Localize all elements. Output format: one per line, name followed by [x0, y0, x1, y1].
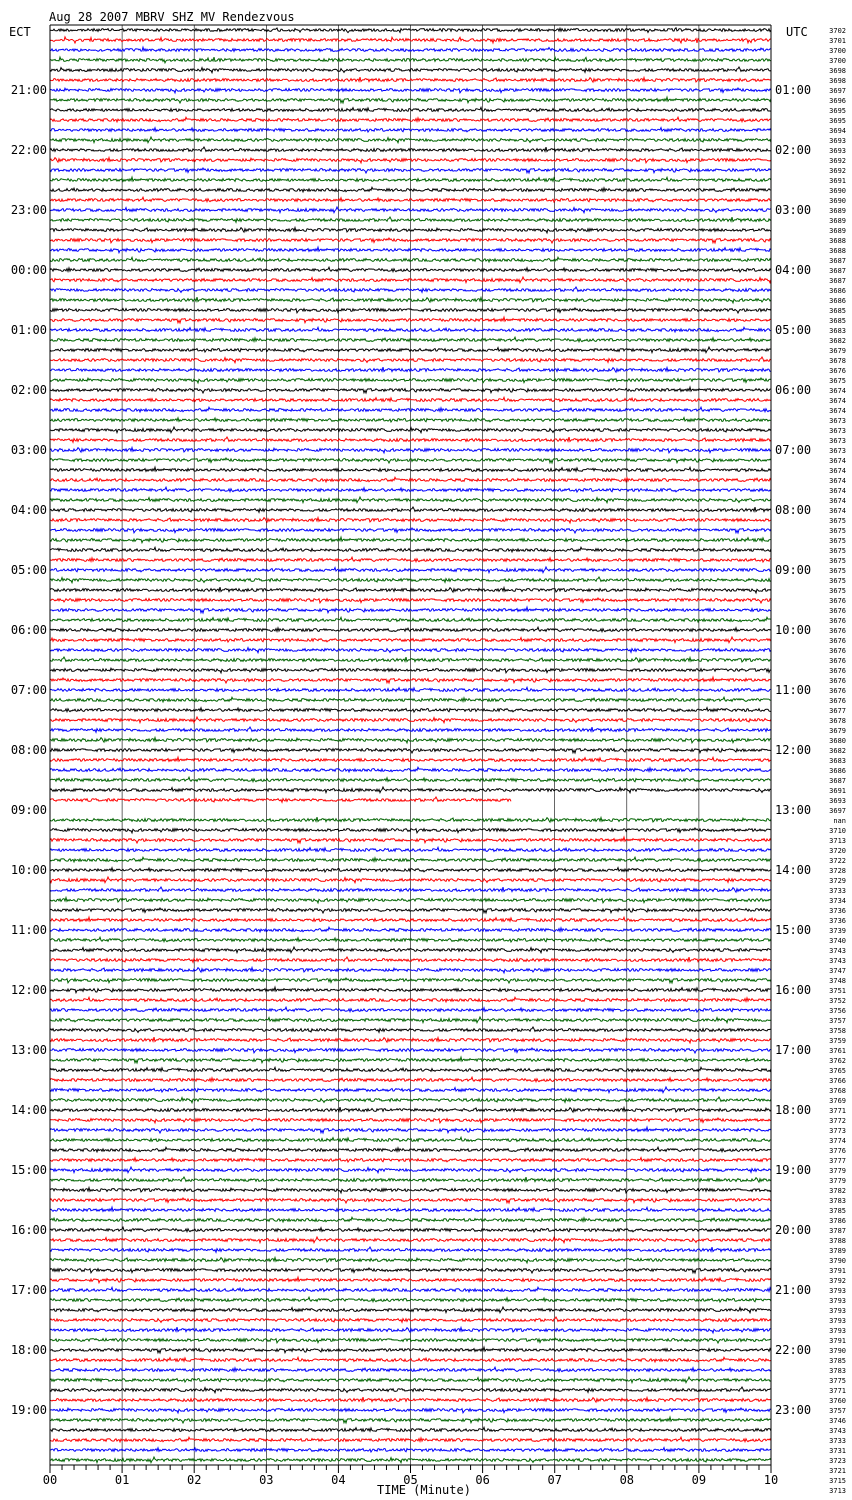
right-time-label: 02:00 [775, 143, 812, 157]
row-value-label: 3675 [829, 537, 846, 545]
row-value-label: 3674 [829, 407, 846, 415]
x-tick-label: 04 [331, 1473, 346, 1487]
row-value-label: 3757 [829, 1017, 846, 1025]
right-time-label: 23:00 [775, 1403, 812, 1417]
x-tick-label: 01 [114, 1473, 130, 1487]
x-tick-label: 03 [259, 1473, 274, 1487]
row-value-label: 3793 [829, 1327, 846, 1335]
row-value-label: 3782 [829, 1187, 846, 1195]
row-value-label: 3690 [829, 187, 846, 195]
row-value-label: 3728 [829, 867, 846, 875]
row-value-label: 3682 [829, 747, 846, 755]
left-time-label: 03:00 [10, 443, 47, 457]
right-axis-title: UTC [786, 25, 808, 39]
x-tick-label: 09 [691, 1473, 707, 1487]
row-value-label: 3686 [829, 287, 846, 295]
row-value-label: 3697 [829, 87, 846, 95]
right-time-label: 17:00 [775, 1043, 812, 1057]
row-value-label: 3680 [829, 737, 846, 745]
row-value-label: 3687 [829, 277, 846, 285]
row-value-label: 3698 [829, 77, 846, 85]
row-value-label: 3676 [829, 667, 846, 675]
left-time-label: 18:00 [10, 1343, 47, 1357]
left-time-label: 10:00 [10, 863, 47, 877]
row-value-label: 3683 [829, 757, 846, 765]
row-value-label: 3675 [829, 527, 846, 535]
left-time-label: 17:00 [10, 1283, 47, 1297]
row-value-label: 3751 [829, 987, 846, 995]
row-value-label: 3792 [829, 1277, 846, 1285]
row-value-label: 3787 [829, 1227, 846, 1235]
x-tick-label: 00 [42, 1473, 58, 1487]
right-time-label: 13:00 [775, 803, 812, 817]
row-value-labels [829, 27, 846, 1495]
row-value-label: 3723 [829, 1457, 846, 1465]
row-value-label: 3695 [829, 107, 846, 115]
row-value-label: 3675 [829, 567, 846, 575]
row-value-label: 3692 [829, 157, 846, 165]
right-time-label: 04:00 [775, 263, 812, 277]
row-value-label: 3760 [829, 1397, 846, 1405]
row-value-label: 3693 [829, 147, 846, 155]
left-time-label: 15:00 [10, 1163, 47, 1177]
x-tick-label: 02 [186, 1473, 202, 1487]
left-time-label: 04:00 [10, 503, 47, 517]
right-time-label: 21:00 [775, 1283, 812, 1297]
left-time-label: 01:00 [10, 323, 47, 337]
row-value-label: 3736 [829, 907, 846, 915]
row-value-label: 3775 [829, 1377, 846, 1385]
row-value-label: 3682 [829, 337, 846, 345]
row-value-label: 3765 [829, 1067, 846, 1075]
row-value-label: 3762 [829, 1057, 846, 1065]
row-value-label: 3696 [829, 97, 846, 105]
row-value-label: 3686 [829, 297, 846, 305]
right-time-label: 10:00 [775, 623, 812, 637]
x-tick-label: 05 [403, 1473, 418, 1487]
x-tick-label: 06 [475, 1473, 490, 1487]
row-value-label: 3689 [829, 217, 846, 225]
row-value-label: 3676 [829, 677, 846, 685]
row-value-label: 3772 [829, 1117, 846, 1125]
left-time-label: 02:00 [10, 383, 47, 397]
x-tick-label: 08 [619, 1473, 635, 1487]
row-value-label: 3793 [829, 1317, 846, 1325]
row-value-label: 3769 [829, 1097, 846, 1105]
row-value-label: 3783 [829, 1197, 846, 1205]
left-time-label: 05:00 [10, 563, 47, 577]
row-value-label: 3676 [829, 657, 846, 665]
right-time-label: 22:00 [775, 1343, 812, 1357]
row-value-label: 3690 [829, 197, 846, 205]
row-value-label: 3739 [829, 927, 846, 935]
row-value-label: 3685 [829, 317, 846, 325]
row-value-label: 3673 [829, 417, 846, 425]
left-time-label: 21:00 [10, 83, 47, 97]
row-value-label: 3697 [829, 807, 846, 815]
chart-title: Aug 28 2007 MBRV SHZ MV Rendezvous [49, 10, 295, 24]
row-value-label: 3786 [829, 1217, 846, 1225]
row-value-label: 3785 [829, 1357, 846, 1365]
left-time-label: 00:00 [10, 263, 47, 277]
row-value-label: 3687 [829, 257, 846, 265]
row-value-label: 3766 [829, 1077, 846, 1085]
row-value-label: 3721 [829, 1467, 846, 1475]
right-time-label: 14:00 [775, 863, 812, 877]
row-value-label: 3731 [829, 1447, 846, 1455]
row-value-label: 3793 [829, 1307, 846, 1315]
row-value-label: 3686 [829, 767, 846, 775]
row-value-label: 3689 [829, 207, 846, 215]
row-value-label: 3673 [829, 437, 846, 445]
row-value-label: 3785 [829, 1207, 846, 1215]
row-value-label: 3715 [829, 1477, 846, 1485]
row-value-label: 3695 [829, 117, 846, 125]
row-value-label: 3674 [829, 477, 846, 485]
right-time-label: 08:00 [775, 503, 812, 517]
row-value-label: 3752 [829, 997, 846, 1005]
row-value-label: 3743 [829, 957, 846, 965]
row-value-label: 3773 [829, 1127, 846, 1135]
row-value-label: 3729 [829, 877, 846, 885]
row-value-label: 3790 [829, 1257, 846, 1265]
row-value-label: 3783 [829, 1367, 846, 1375]
x-tick-label: 10 [763, 1473, 779, 1487]
row-value-label: 3674 [829, 507, 846, 515]
row-value-label: 3678 [829, 717, 846, 725]
row-value-label: 3679 [829, 727, 846, 735]
row-value-label: 3674 [829, 457, 846, 465]
row-value-label: 3675 [829, 577, 846, 585]
row-value-label: 3756 [829, 1007, 846, 1015]
row-value-label: 3675 [829, 547, 846, 555]
row-value-label: 3759 [829, 1037, 846, 1045]
row-value-label: 3675 [829, 517, 846, 525]
right-time-label: 06:00 [775, 383, 812, 397]
row-value-label: 3674 [829, 467, 846, 475]
left-axis-title: ECT [9, 25, 31, 39]
left-time-label: 13:00 [10, 1043, 47, 1057]
right-time-label: 11:00 [775, 683, 812, 697]
row-value-label: 3674 [829, 497, 846, 505]
row-value-label: 3675 [829, 587, 846, 595]
right-time-label: 03:00 [775, 203, 812, 217]
row-value-label: 3676 [829, 597, 846, 605]
row-value-label: 3692 [829, 167, 846, 175]
row-value-label: 3777 [829, 1157, 846, 1165]
row-value-label: 3674 [829, 397, 846, 405]
left-time-label: 07:00 [10, 683, 47, 697]
row-value-label: 3694 [829, 127, 846, 135]
row-value-label: 3733 [829, 1437, 846, 1445]
row-value-label: 3776 [829, 1147, 846, 1155]
row-value-label: 3793 [829, 1297, 846, 1305]
row-value-label: 3675 [829, 377, 846, 385]
left-time-label: 06:00 [10, 623, 47, 637]
row-value-label: 3689 [829, 227, 846, 235]
row-value-label: 3710 [829, 827, 846, 835]
left-time-label: 16:00 [10, 1223, 47, 1237]
right-time-label: 18:00 [775, 1103, 812, 1117]
row-value-label: 3743 [829, 947, 846, 955]
row-value-label: 3720 [829, 847, 846, 855]
right-time-label: 16:00 [775, 983, 812, 997]
left-time-label: 12:00 [10, 983, 47, 997]
row-value-label: 3733 [829, 887, 846, 895]
row-value-label: 3788 [829, 1237, 846, 1245]
right-time-label: 12:00 [775, 743, 812, 757]
row-value-label: 3771 [829, 1387, 846, 1395]
row-value-label: nan [833, 817, 846, 825]
left-time-label: 14:00 [10, 1103, 47, 1117]
row-value-label: 3676 [829, 607, 846, 615]
right-time-label: 05:00 [775, 323, 812, 337]
row-value-label: 3674 [829, 487, 846, 495]
right-time-label: 20:00 [775, 1223, 812, 1237]
row-value-label: 3676 [829, 637, 846, 645]
row-value-label: 3676 [829, 687, 846, 695]
right-time-label: 19:00 [775, 1163, 812, 1177]
row-value-label: 3789 [829, 1247, 846, 1255]
row-value-label: 3701 [829, 37, 846, 45]
row-value-label: 3722 [829, 857, 846, 865]
row-value-label: 3676 [829, 627, 846, 635]
right-time-label: 09:00 [775, 563, 812, 577]
row-value-label: 3771 [829, 1107, 846, 1115]
left-time-label: 23:00 [10, 203, 47, 217]
row-value-label: 3758 [829, 1027, 846, 1035]
row-value-label: 3685 [829, 307, 846, 315]
row-value-label: 3713 [829, 1487, 846, 1495]
row-value-label: 3747 [829, 967, 846, 975]
row-value-label: 3678 [829, 357, 846, 365]
row-value-label: 3677 [829, 707, 846, 715]
row-value-label: 3691 [829, 787, 846, 795]
row-value-label: 3791 [829, 1267, 846, 1275]
row-value-label: 3674 [829, 387, 846, 395]
row-value-label: 3761 [829, 1047, 846, 1055]
x-axis-title: TIME (Minute) [377, 1483, 471, 1497]
row-value-label: 3748 [829, 977, 846, 985]
left-time-label: 22:00 [10, 143, 47, 157]
row-value-label: 3687 [829, 777, 846, 785]
row-value-label: 3676 [829, 367, 846, 375]
row-value-label: 3688 [829, 237, 846, 245]
right-time-label: 01:00 [775, 83, 812, 97]
row-value-label: 3793 [829, 1287, 846, 1295]
row-value-label: 3768 [829, 1087, 846, 1095]
left-time-label: 08:00 [10, 743, 47, 757]
left-time-label: 19:00 [10, 1403, 47, 1417]
row-value-label: 3713 [829, 837, 846, 845]
left-time-label: 09:00 [10, 803, 47, 817]
left-time-label: 11:00 [10, 923, 47, 937]
row-value-label: 3683 [829, 327, 846, 335]
row-value-label: 3698 [829, 67, 846, 75]
x-tick-label: 07 [547, 1473, 562, 1487]
right-time-label: 07:00 [775, 443, 812, 457]
row-value-label: 3679 [829, 347, 846, 355]
row-value-label: 3675 [829, 557, 846, 565]
row-value-label: 3673 [829, 447, 846, 455]
row-value-label: 3743 [829, 1427, 846, 1435]
row-value-label: 3736 [829, 917, 846, 925]
row-value-label: 3791 [829, 1337, 846, 1345]
row-value-label: 3676 [829, 697, 846, 705]
row-value-label: 3676 [829, 617, 846, 625]
row-value-label: 3676 [829, 647, 846, 655]
row-value-label: 3779 [829, 1177, 846, 1185]
row-value-label: 3774 [829, 1137, 846, 1145]
row-value-label: 3673 [829, 427, 846, 435]
row-value-label: 3688 [829, 247, 846, 255]
row-value-label: 3687 [829, 267, 846, 275]
row-value-label: 3691 [829, 177, 846, 185]
row-value-label: 3779 [829, 1167, 846, 1175]
row-value-label: 3700 [829, 57, 846, 65]
row-value-label: 3790 [829, 1347, 846, 1355]
row-value-label: 3734 [829, 897, 846, 905]
row-value-label: 3702 [829, 27, 846, 35]
row-value-label: 3746 [829, 1417, 846, 1425]
row-value-label: 3693 [829, 797, 846, 805]
right-time-label: 15:00 [775, 923, 812, 937]
row-value-label: 3693 [829, 137, 846, 145]
row-value-label: 3740 [829, 937, 846, 945]
row-value-label: 3700 [829, 47, 846, 55]
row-value-label: 3757 [829, 1407, 846, 1415]
